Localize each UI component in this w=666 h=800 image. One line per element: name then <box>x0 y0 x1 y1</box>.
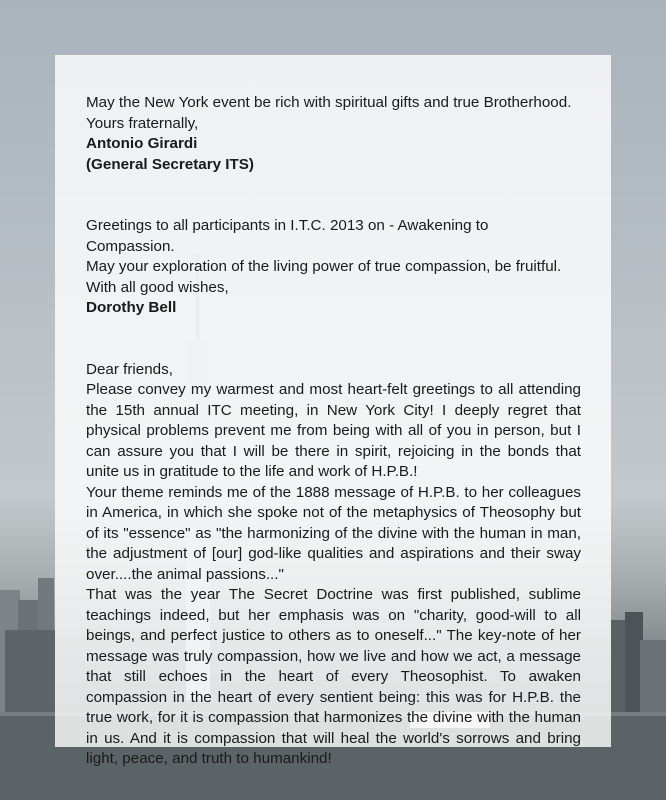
letter-line: May your exploration of the living power of true compassion, be fruitful. <box>86 258 562 275</box>
signature-title: (General Secretary ITS) <box>86 155 254 173</box>
letter-line: May the New York event be rich with spiritual gifts and true Brotherhood. <box>86 94 572 111</box>
letter-content <box>86 93 581 770</box>
letter-line: Yours fraternally, <box>86 114 199 132</box>
paragraph: Your theme reminds me of the 1888 message of H.P.B. to her colleagues in America, in which she spoke not of the metaphysics of Theosophy but of its "essence" as "the harmonizing of the divine with the human in man, the adjustment of [our] god-like qualities and aspirations and their sway over....the animal passions..." <box>86 483 581 583</box>
signature-name: Antonio Girardi <box>86 135 198 152</box>
letter-line: Greetings to all participants in I.T.C. 2013 on - Awakening to Compassion. <box>86 217 489 255</box>
signature-name: Dorothy Bell <box>86 299 177 316</box>
letter-girardi <box>86 93 581 175</box>
salutation: Dear friends, <box>86 360 173 378</box>
letter-dear-friends <box>86 360 581 770</box>
paragraph: Please convey my warmest and most heart-felt greetings to all attending the 15th annual ITC meeting, in New York City! I deeply regret that physical problems prevent me from being with all of you in person, but I can assure you that I will be there in spirit, rejoicing in the bonds that unite us in gratitude to the life and work of H.P.B.! <box>86 381 581 480</box>
letter-bell <box>86 216 581 319</box>
letter-line: With all good wishes, <box>86 278 229 296</box>
paragraph: That was the year The Secret Doctrine was first published, sublime teachings indeed, but her emphasis was on "charity, good-will to all beings, and perfect justice to others as to oneself..." The key-note of her message was truly compassion, how we live and how we act, a message that still echoes in the heart of every Theosophist. To awaken compassion in the heart of every sentient being: this was for H.P.B. the true work, for it is compassion that harmonizes the divine with the human in us. And it is compassion that will heal the world's sorrows and bring light, peace, and truth to humankind! <box>86 586 581 767</box>
